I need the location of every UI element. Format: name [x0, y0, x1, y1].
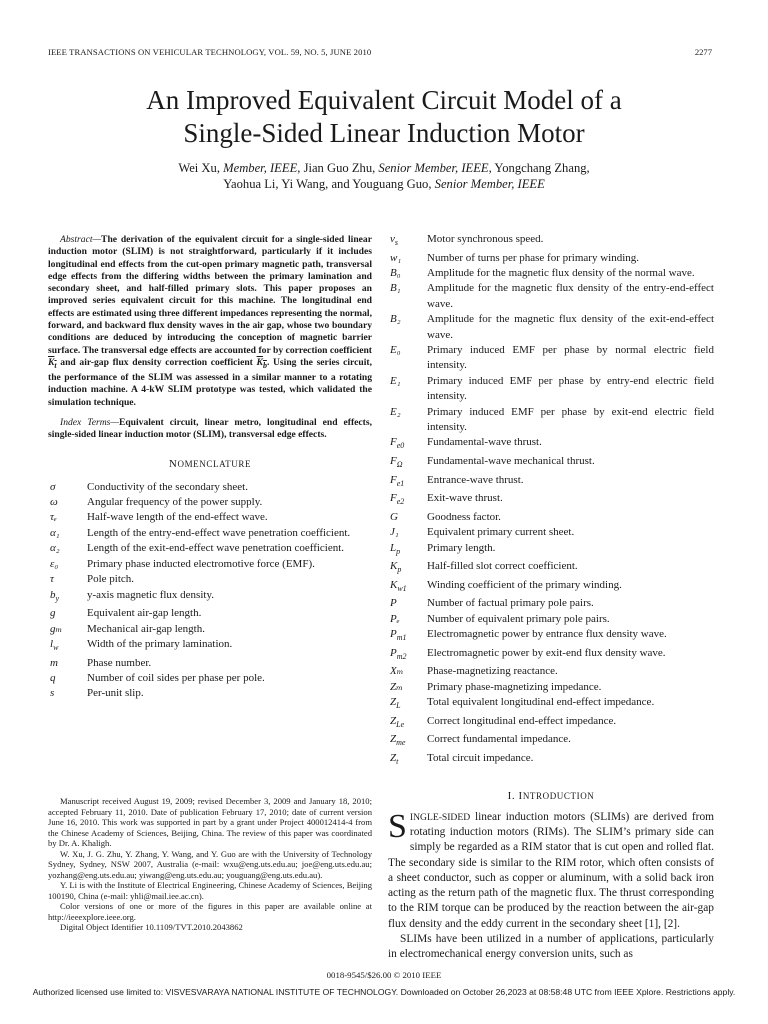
- nomenclature-symbol: $P_{m2}$: [390, 646, 407, 662]
- nomenclature-entry: [388, 251, 714, 266]
- nomenclature-entry: [48, 526, 372, 541]
- nomenclature-entry: [48, 671, 372, 686]
- page-number: 2277: [694, 47, 712, 57]
- title-line-2: Single-Sided Linear Induction Motor: [183, 118, 585, 148]
- footnote-doi: Digital Object Identifier 10.1109/TVT.2010.2043862: [60, 922, 243, 932]
- nomenclature-symbol: w₁: [390, 251, 402, 264]
- author-role: Senior Member, IEEE: [378, 161, 489, 175]
- nomenclature-entry: [388, 232, 714, 251]
- right-column: [388, 232, 714, 963]
- nomenclature-entry: [388, 281, 714, 312]
- title-line-1: An Improved Equivalent Circuit Model of a: [146, 85, 622, 115]
- index-terms-lead: Index Terms—: [60, 417, 119, 429]
- nomenclature-definition: Half-wave length of the end-effect wave.: [87, 511, 268, 524]
- nomenclature-entry: [388, 266, 714, 281]
- nomenclature-entry: [388, 454, 714, 473]
- intro-para1-text: linear induction motors (SLIMs) are derived from rotating induction motors (RIMs). The SLIM’s primary side can simply be regarded as a RIM stator that is cut open and rolled flat. The secondary side is similar to the RIM rotor, which often consists of a sheet conductor, such as copper or aluminum, with a solid back iron acting as the return path of the magnetic flux. The thrust corresponding to the RIM torque can be produced by the reaction between the air-gap flux density and the eddy current in the secondary sheet [1], [2].: [388, 810, 714, 930]
- nomenclature-definition: Electromagnetic power by entrance flux density wave.: [427, 628, 667, 641]
- index-terms: [48, 417, 372, 442]
- nomenclature-definition: Angular frequency of the power supply.: [87, 496, 263, 509]
- nomenclature-right-list: [388, 232, 714, 770]
- nomenclature-symbol: $Z_t$: [390, 752, 399, 767]
- nomenclature-definition: Amplitude for the magnetic flux density of the normal wave.: [427, 267, 695, 279]
- nomenclature-symbol: B₂: [390, 313, 401, 326]
- nomenclature-definition: Total circuit impedance.: [427, 752, 534, 765]
- nomenclature-definition: Mechanical air-gap length.: [87, 622, 205, 635]
- nomenclature-definition: Primary induced EMF per phase by normal electric field intensity.: [427, 344, 714, 372]
- intro-small-caps: INGLE-SIDED: [409, 811, 471, 823]
- nomenclature-symbol: $F_\Omega$: [390, 455, 403, 470]
- nomenclature-definition: Number of equivalent primary pole pairs.: [427, 612, 610, 625]
- nomenclature-symbol: g: [50, 607, 56, 620]
- nomenclature-definition: Half-filled slot correct coefficient.: [427, 560, 578, 573]
- nomenclature-definition: Fundamental-wave thrust.: [427, 436, 542, 449]
- footnote-affiliation-uts: W. Xu, J. G. Zhu, Y. Zhang, Y. Wang, and Y. Guo are with the University of Technology Sydney, Sydney, NSW 2007, Australia (e-mail: wxu@eng.uts.edu.au; joe@eng.uts.edu.au; yozhang@eng.uts.edu.au; yiwang@eng.uts.edu.au; youguang@eng.uts.edu.au).: [48, 848, 372, 880]
- footnote-manuscript: Manuscript received August 19, 2009; revised December 3, 2009 and January 18, 2010; accepted February 11, 2010. Date of publication February 17, 2010; date of current version June 16, 2010. This work was supported in part by a grant under Project 400012414-4 from the Chinese Academy of Sciences, Beijing, China. The review of this paper was coordinated by Dr. A. Khaligh.: [48, 796, 372, 848]
- nomenclature-symbol: $P_{m1}$: [390, 628, 407, 643]
- nomenclature-definition: Entrance-wave thrust.: [427, 473, 524, 486]
- intro-paragraph-2: SLIMs have been utilized in a number of applications, particularly in electromechanical energy conversion units, such as: [388, 933, 714, 961]
- nomenclature-symbol: s: [50, 687, 55, 700]
- nomenclature-symbol: $F_{e1}$: [390, 473, 405, 488]
- nomenclature-entry: [48, 637, 372, 656]
- author-line1-c: , Yongchang Zhang,: [488, 161, 590, 175]
- nomenclature-entry: [388, 473, 714, 492]
- nomenclature-entry: [388, 695, 714, 714]
- nomenclature-symbol: Pₑ: [390, 612, 400, 625]
- nomenclature-entry: [388, 664, 714, 679]
- journal-header: IEEE TRANSACTIONS ON VEHICULAR TECHNOLOGY, VOL. 59, NO. 5, JUNE 2010: [48, 47, 372, 57]
- nomenclature-definition: Phase number.: [87, 656, 152, 669]
- author-line1-b: , Jian Guo Zhu,: [297, 161, 379, 175]
- nomenclature-definition: Width of the primary lamination.: [87, 637, 233, 650]
- nomenclature-left-list: [48, 480, 372, 702]
- nomenclature-entry: [388, 435, 714, 454]
- nomenclature-definition: Number of coil sides per phase per pole.: [87, 671, 265, 684]
- nomenclature-definition: Equivalent primary current sheet.: [427, 526, 575, 539]
- nomenclature-definition: y-axis magnetic flux density.: [87, 588, 214, 601]
- nomenclature-symbol: E₀: [390, 344, 401, 357]
- nomenclature-symbol: E₁: [390, 374, 401, 387]
- index-terms-text: Equivalent circuit, linear metro, longitudinal end effects, single-sided linear induction motor (SLIM), transversal edge effects.: [48, 417, 373, 441]
- nomenclature-symbol: E₂: [390, 405, 401, 418]
- nomenclature-symbol: $b_y$: [50, 588, 60, 603]
- coef-kt: $K_t$: [48, 356, 57, 370]
- nomenclature-definition: Primary induced EMF per phase by entry-end electric field intensity.: [427, 374, 714, 403]
- nomenclature-symbol: Xₘ: [390, 665, 404, 678]
- nomenclature-entry: [388, 374, 714, 405]
- abstract-text-1: The derivation of the equivalent circuit for a single-sided linear induction motor (SLIM) is not straightforward, particularly if it includes longitudinal end effects from the cut-open primary magnetic path, transversal edge effects from the differing widths between the primary lamination and secondary sheet, and half-filled primary slots. This paper proposes an improved series equivalent circuit for this machine. The longitudinal end effects are estimated using three different impedances representing the normal, forward, and backward flux density waves in the air gap, whose two boundary conditions are deduced by introducing the conception of magnetic barrier surface. The transversal edge effects are accounted for by correction coefficient: [48, 234, 372, 356]
- abstract: [48, 234, 372, 409]
- nomenclature-symbol: G: [390, 510, 398, 523]
- footnotes: [48, 796, 372, 933]
- nomenclature-definition: Fundamental-wave mechanical thrust.: [427, 455, 595, 468]
- nomenclature-entry: [48, 686, 372, 701]
- nomenclature-entry: [388, 312, 714, 343]
- left-column: [48, 234, 372, 702]
- nomenclature-entry: [48, 480, 372, 495]
- nomenclature-symbol: $Z_L$: [390, 696, 401, 711]
- nomenclature-definition: Length of the entry-end-effect wave penetration coefficient.: [87, 526, 351, 539]
- nomenclature-definition: Total equivalent longitudinal end-effect impedance.: [427, 696, 655, 709]
- nomenclature-entry: [388, 510, 714, 525]
- author-line1-a: Wei Xu,: [178, 161, 224, 175]
- abstract-text-2: and air-gap flux density correction coefficient: [56, 356, 257, 368]
- nomenclature-definition: Number of factual primary pole pairs.: [427, 597, 594, 610]
- nomenclature-heading: NOMENCLATURE: [168, 457, 252, 470]
- nomenclature-symbol: $K_{w1}$: [390, 578, 407, 594]
- nomenclature-entry: [388, 732, 714, 751]
- nomenclature-symbol: Zₘ: [390, 680, 403, 693]
- nomenclature-definition: Goodness factor.: [427, 510, 501, 523]
- nomenclature-entry: [48, 541, 372, 556]
- nomenclature-entry: [388, 405, 714, 436]
- intro-paragraph-1: [388, 807, 714, 932]
- nomenclature-entry: [388, 751, 714, 770]
- nomenclature-entry: [388, 578, 714, 597]
- nomenclature-entry: [388, 343, 714, 374]
- coef-kb: $K_b$: [256, 356, 267, 370]
- nomenclature-entry: [48, 510, 372, 525]
- nomenclature-symbol: $l_w$: [50, 637, 59, 653]
- nomenclature-entry: [388, 541, 714, 560]
- nomenclature-symbol: B₁: [390, 282, 401, 295]
- nomenclature-symbol: gₘ: [50, 622, 63, 635]
- footnote-color-versions: Color versions of one or more of the figures in this paper are available online at http://ieeexplore.ieee.org.: [48, 901, 372, 922]
- nomenclature-entry: [48, 622, 372, 637]
- nomenclature-entry: [388, 646, 714, 665]
- nomenclature-symbol: $L_p$: [390, 541, 401, 556]
- nomenclature-definition: Exit-wave thrust.: [427, 492, 503, 505]
- nomenclature-entry: [48, 495, 372, 510]
- abstract-text-3: . Using the series circuit, the performance of the SLIM was assessed in a similar manner to a rotating induction machine. A 4-kW SLIM prototype was tested, which validated the simulation technique.: [48, 356, 372, 408]
- nomenclature-symbol: m: [50, 656, 58, 669]
- nomenclature-definition: Correct longitudinal end-effect impedance.: [427, 714, 617, 727]
- author-role: Member, IEEE: [223, 161, 298, 175]
- nomenclature-symbol: $K_p$: [390, 560, 402, 575]
- nomenclature-entry: [48, 572, 372, 587]
- nomenclature-definition: Primary induced EMF per phase by exit-end electric field intensity.: [427, 405, 714, 434]
- nomenclature-symbol: B₀: [390, 267, 401, 279]
- copyright: 0018-9545/$26.00 © 2010 IEEE: [326, 970, 442, 980]
- nomenclature-symbol: $Z_{Le}$: [390, 714, 405, 730]
- nomenclature-symbol: σ: [50, 480, 56, 493]
- nomenclature-symbol: α₁: [50, 526, 60, 539]
- nomenclature-entry: [48, 588, 372, 607]
- nomenclature-entry: [388, 596, 714, 611]
- nomenclature-symbol: q: [50, 671, 56, 684]
- nomenclature-definition: Correct fundamental impedance.: [427, 733, 571, 746]
- nomenclature-definition: Primary phase inducted electromotive force (EMF).: [87, 557, 315, 570]
- nomenclature-entry: [388, 491, 714, 510]
- nomenclature-symbol: α₂: [50, 542, 60, 555]
- nomenclature-definition: Phase-magnetizing reactance.: [427, 665, 558, 678]
- nomenclature-symbol: τ: [50, 573, 54, 586]
- nomenclature-symbol: τₑ: [50, 511, 57, 524]
- nomenclature-entry: [388, 627, 714, 646]
- nomenclature-symbol: $F_{e0}$: [390, 436, 405, 451]
- nomenclature-definition: Conductivity of the secondary sheet.: [87, 480, 248, 493]
- abstract-lead: Abstract—: [60, 234, 102, 245]
- author-list: [40, 160, 728, 192]
- nomenclature-symbol: ω: [50, 496, 58, 509]
- nomenclature-definition: Length of the exit-end-effect wave penetration coefficient.: [87, 542, 345, 555]
- nomenclature-symbol: P: [390, 597, 397, 610]
- introduction-heading: I. INTRODUCTION: [507, 789, 595, 802]
- nomenclature-entry: [48, 656, 372, 671]
- nomenclature-entry: [48, 557, 372, 572]
- author-role: Senior Member, IEEE: [434, 177, 545, 191]
- nomenclature-symbol: ε₀: [50, 557, 59, 570]
- nomenclature-symbol: J₁: [390, 526, 399, 539]
- nomenclature-definition: Amplitude for the magnetic flux density of the entry-end-effect wave.: [427, 282, 714, 310]
- drop-cap: S: [388, 807, 407, 845]
- nomenclature-definition: Electromagnetic power by exit-end flux density wave.: [427, 646, 666, 659]
- nomenclature-definition: Number of turns per phase for primary winding.: [427, 251, 640, 264]
- nomenclature-entry: [388, 525, 714, 540]
- nomenclature-definition: Primary phase-magnetizing impedance.: [427, 680, 602, 693]
- nomenclature-entry: [388, 612, 714, 627]
- nomenclature-definition: Amplitude for the magnetic flux density of the exit-end-effect wave.: [427, 313, 714, 341]
- nomenclature-entry: [388, 714, 714, 733]
- nomenclature-definition: Equivalent air-gap length.: [87, 607, 202, 620]
- footnote-affiliation-cas: Y. Li is with the Institute of Electrical Engineering, Chinese Academy of Sciences, Beijing 100190, China (e-mail: yhli@mail.iee.ac.cn).: [48, 880, 372, 901]
- license-notice: Authorized licensed use limited to: VISVESVARAYA NATIONAL INSTITUTE OF TECHNOLOGY. Downloaded on October 26,2023 at 08:58:48 UTC from IEEE Xplore. Restrictions apply.: [32, 987, 736, 997]
- nomenclature-entry: [48, 606, 372, 621]
- author-line2-a: Yaohua Li, Yi Wang, and Youguang Guo,: [223, 177, 435, 191]
- nomenclature-definition: Motor synchronous speed.: [427, 233, 544, 245]
- nomenclature-symbol: $Z_{me}$: [390, 733, 406, 748]
- nomenclature-symbol: $F_{e2}$: [390, 492, 405, 507]
- paper-title: [40, 84, 728, 150]
- nomenclature-entry: [388, 680, 714, 695]
- nomenclature-definition: Per-unit slip.: [87, 687, 144, 700]
- nomenclature-entry: [388, 559, 714, 578]
- nomenclature-definition: Pole pitch.: [87, 573, 135, 586]
- nomenclature-symbol: $v_s$: [390, 233, 399, 248]
- nomenclature-definition: Primary length.: [427, 541, 496, 554]
- nomenclature-definition: Winding coefficient of the primary winding.: [427, 578, 622, 591]
